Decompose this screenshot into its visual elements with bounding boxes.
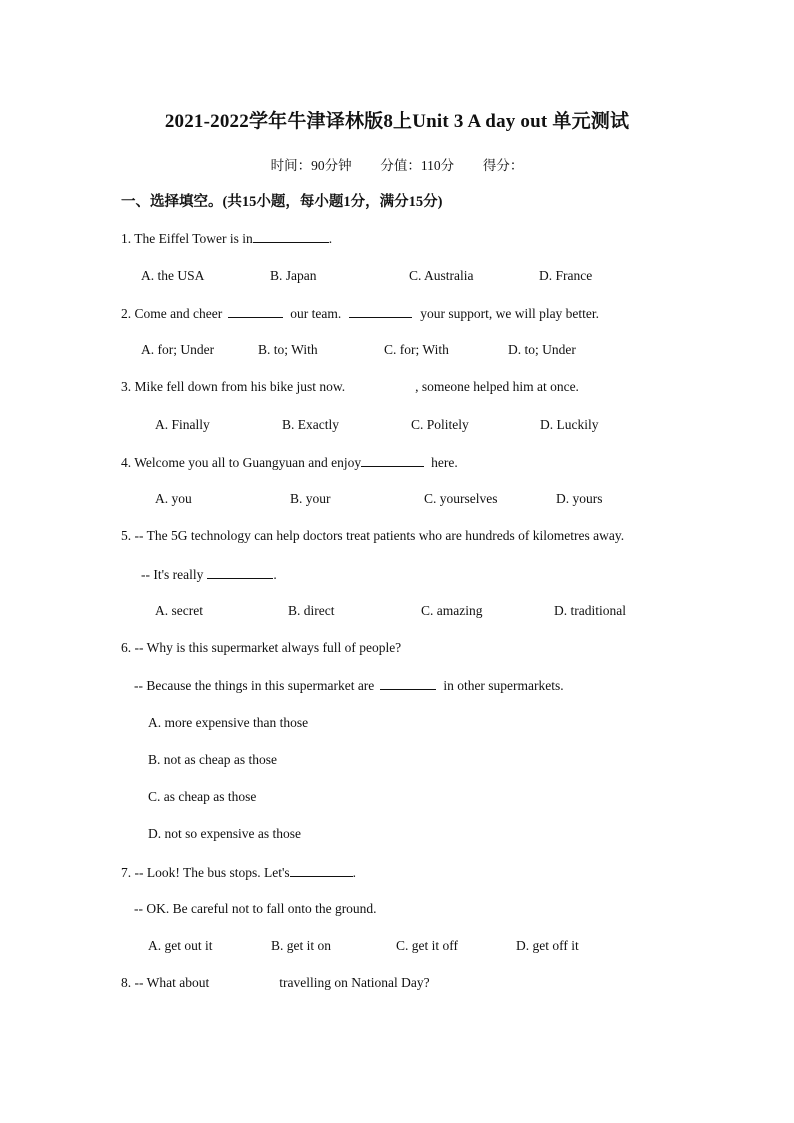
option-b: B. Exactly (282, 417, 339, 432)
obtained-score-label: 得分： (482, 158, 524, 173)
option-d: D. traditional (554, 603, 626, 618)
question-stem: 3. Mike fell down from his bike just now. , someone helped him at once. (121, 379, 579, 394)
option-a: A. you (155, 491, 192, 506)
option-d: D. get off it (516, 938, 579, 953)
option-b: B. Japan (270, 268, 317, 283)
option-a: A. more expensive than those (148, 715, 309, 730)
option-a: A. the USA (141, 268, 205, 283)
question-stem: 6. -- Why is this supermarket always full of people? (121, 640, 402, 655)
question-response: -- Because the things in this supermarket are in other supermarkets. (134, 678, 564, 693)
option-a: A. Finally (155, 417, 210, 432)
time-label: 时间：90分钟 (270, 158, 352, 173)
answer-blank (228, 304, 283, 318)
option-a: A. for; Under (141, 342, 215, 357)
section-heading: 一、选择填空。(共15小题，每小题1分，满分15分) (121, 194, 443, 210)
question-stem: 4. Welcome you all to Guangyuan and enjoy here. (121, 455, 458, 470)
option-c: C. for; With (384, 342, 449, 357)
option-b: B. not as cheap as those (148, 752, 277, 767)
question-stem: 5. -- The 5G technology can help doctors treat patients who are hundreds of kilometres away. (121, 528, 625, 543)
option-d: D. to; Under (508, 342, 576, 357)
answer-blank (253, 229, 329, 243)
question-response: -- It's really . (141, 567, 277, 582)
option-c: C. get it off (396, 938, 458, 953)
option-d: D. not so expensive as those (148, 826, 301, 841)
answer-blank (349, 304, 412, 318)
option-c: C. yourselves (424, 491, 498, 506)
option-d: D. yours (556, 491, 603, 506)
answer-blank (290, 863, 353, 877)
question-stem: 8. -- What about travelling on National Day? (121, 975, 430, 990)
answer-blank (361, 453, 424, 467)
answer-blank (207, 565, 273, 579)
option-b: B. to; With (258, 342, 318, 357)
question-stem: 2. Come and cheer our team. your support, we will play better. (121, 306, 600, 321)
question-stem: 1. The Eiffel Tower is in . (121, 231, 333, 246)
score-label: 分值：110分 (380, 158, 455, 173)
option-a: A. get out it (148, 938, 213, 953)
option-b: B. get it on (271, 938, 331, 953)
option-a: A. secret (155, 603, 203, 618)
option-b: B. your (290, 491, 331, 506)
option-c: C. amazing (421, 603, 483, 618)
option-b: B. direct (288, 603, 335, 618)
question-stem: 7. -- Look! The bus stops. Let's . (121, 865, 357, 880)
question-response: -- OK. Be careful not to fall onto the ground. (134, 901, 377, 916)
exam-meta (0, 154, 794, 174)
option-d: D. France (539, 268, 593, 283)
option-c: C. as cheap as those (148, 789, 257, 804)
option-c: C. Australia (409, 268, 474, 283)
answer-blank (380, 676, 436, 690)
option-c: C. Politely (411, 417, 469, 432)
option-d: D. Luckily (540, 417, 599, 432)
document-title: 2021-2022学年牛津译林版8上Unit 3 A day out 单元测试 (164, 111, 630, 132)
